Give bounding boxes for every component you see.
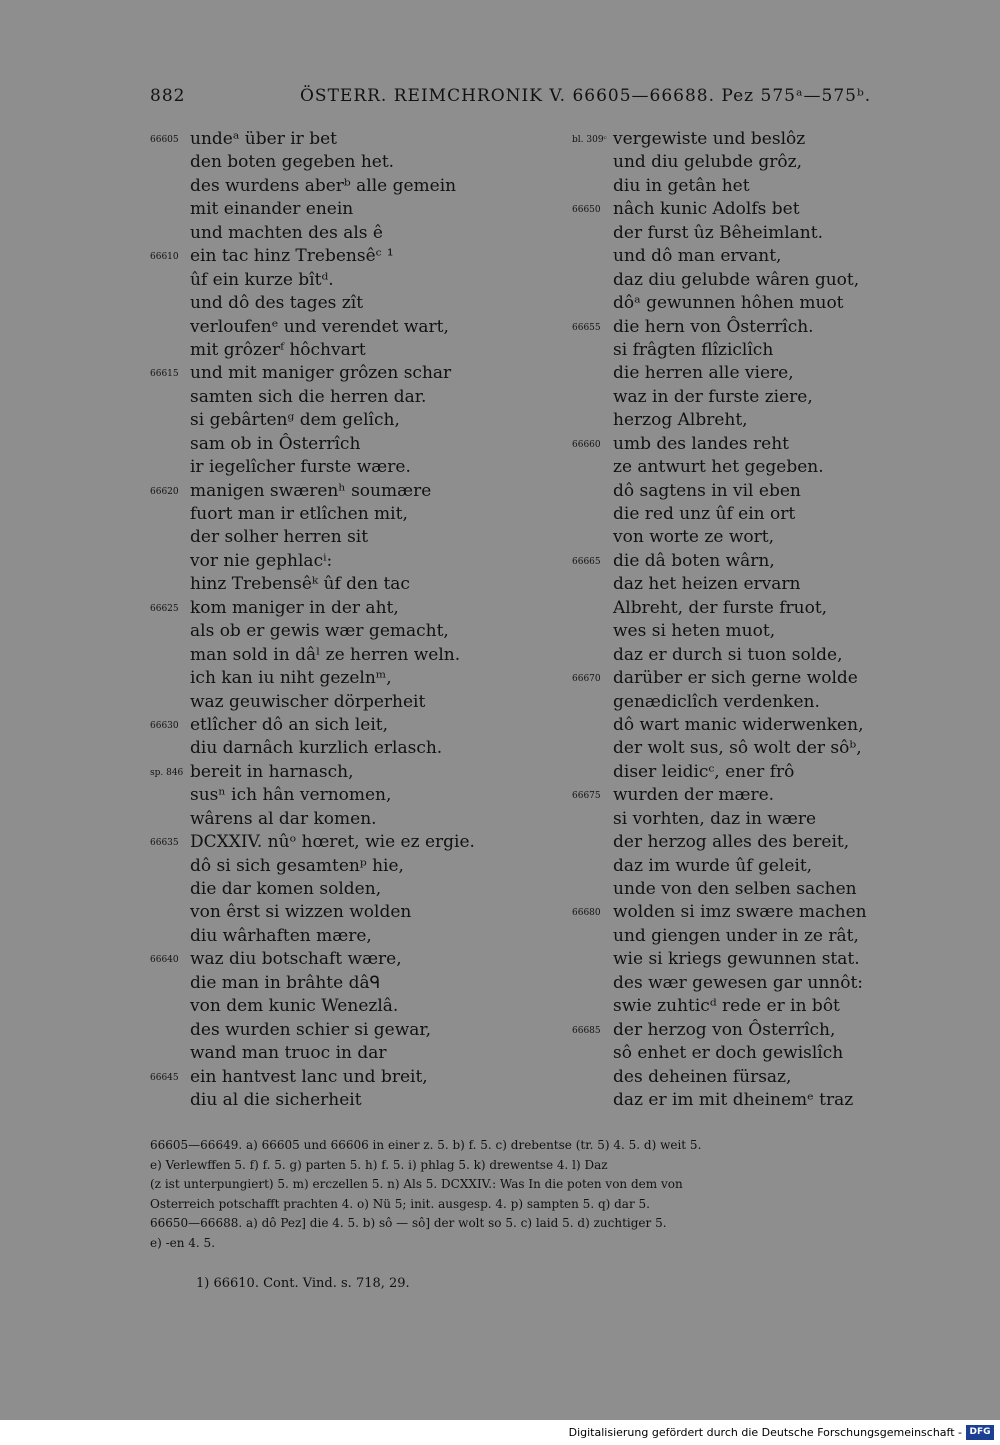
verse-text: und machten des als ê bbox=[190, 222, 383, 243]
verse-text: herzog Albreht, bbox=[613, 410, 748, 431]
verse-text: si gebârtenᵍ dem gelîch, bbox=[190, 410, 400, 431]
verse-line bbox=[150, 1089, 550, 1112]
verse-text: und giengen under in ze rât, bbox=[613, 925, 859, 946]
verse-text: daz diu gelubde wâren guot, bbox=[613, 269, 860, 290]
dfg-logo-icon[interactable]: DFG bbox=[966, 1425, 994, 1440]
verse-line bbox=[150, 878, 550, 901]
line-number: 66615 bbox=[150, 369, 179, 380]
verse-text: mit einander enein bbox=[190, 199, 354, 220]
verse-line bbox=[150, 667, 550, 690]
verse-line bbox=[150, 292, 550, 315]
verse-text: des wurden schier si gewar, bbox=[190, 1019, 432, 1040]
verse-text: den boten gegeben het. bbox=[190, 152, 395, 173]
verse-line bbox=[572, 245, 992, 268]
verse-line bbox=[572, 573, 992, 596]
line-number: 66635 bbox=[150, 838, 179, 849]
verse-line bbox=[150, 737, 550, 760]
verse-line bbox=[572, 597, 992, 620]
verse-text: des deheinen fürsaz, bbox=[613, 1066, 792, 1087]
verse-text: von worte ze wort, bbox=[613, 527, 774, 548]
verse-text: des wurdens aberᵇ alle gemein bbox=[190, 175, 457, 196]
verse-text: und diu gelubde grôz, bbox=[613, 152, 803, 173]
verse-line bbox=[572, 925, 992, 948]
verse-line bbox=[150, 339, 550, 362]
verse-text: diu darnâch kurzlich erlasch. bbox=[190, 738, 443, 759]
line-number: 66630 bbox=[150, 720, 179, 731]
line-number: 66655 bbox=[572, 322, 601, 333]
verse-line bbox=[150, 691, 550, 714]
verse-text: Albreht, der furste fruot, bbox=[613, 597, 828, 618]
verse-text: DCXXIV. nûᵒ hœret, wie ez ergie. bbox=[190, 832, 475, 853]
verse-text: si frâgten flîziclîch bbox=[613, 339, 774, 360]
line-number: 66670 bbox=[572, 674, 601, 685]
verse-line bbox=[572, 831, 992, 854]
verse-text: vergewiste und beslôz bbox=[613, 129, 806, 149]
verse-text: nâch kunic Adolfs bet bbox=[613, 199, 800, 220]
verse-line bbox=[150, 761, 550, 784]
verse-line bbox=[150, 901, 550, 924]
verse-line bbox=[572, 901, 992, 924]
verse-line bbox=[572, 691, 992, 714]
verse-text: etlîcher dô an sich leit, bbox=[190, 714, 389, 735]
line-number: 66660 bbox=[572, 439, 601, 450]
verse-line bbox=[572, 644, 992, 667]
verse-line bbox=[572, 550, 992, 573]
apparatus-line: 66650—66688. a) dô Pez] die 4. 5. b) sô — sô] der wolt so 5. c) laid 5. d) zuchtiger 5. bbox=[150, 1216, 667, 1231]
verse-text: wolden si imz swære machen bbox=[613, 902, 867, 923]
verse-line bbox=[572, 433, 992, 456]
verse-text: dô si sich gesamtenᵖ hie, bbox=[190, 855, 404, 876]
verse-text: susⁿ ich hân vernomen, bbox=[190, 785, 392, 806]
line-number: 66640 bbox=[150, 955, 179, 966]
verse-text: dô wart manic widerwenken, bbox=[613, 714, 864, 735]
verse-text: ir iegelîcher furste wære. bbox=[190, 457, 411, 478]
line-number: 66645 bbox=[150, 1072, 179, 1083]
verse-line bbox=[150, 573, 550, 596]
verse-text: man sold in dâˡ ze herren weln. bbox=[190, 644, 461, 665]
verse-line bbox=[572, 667, 992, 690]
verse-text: als ob er gewis wær gemacht, bbox=[190, 621, 449, 642]
verse-text: daz er durch si tuon solde, bbox=[613, 644, 843, 665]
verse-text: der herzog alles des bereit, bbox=[613, 832, 850, 853]
verse-text: des wær gewesen gar unnôt: bbox=[613, 972, 864, 993]
verse-text: samten sich die herren dar. bbox=[190, 386, 427, 407]
left-verse-column bbox=[150, 128, 550, 1112]
verse-text: fuort man ir etlîchen mit, bbox=[190, 504, 408, 524]
verse-line bbox=[150, 316, 550, 339]
verse-line bbox=[150, 550, 550, 573]
verse-text: undeᵃ über ir bet bbox=[190, 129, 337, 149]
line-number: 66620 bbox=[150, 486, 179, 497]
verse-line bbox=[150, 1042, 550, 1065]
running-title: ÖSTERR. REIMCHRONIK V. 66605—66688. Pez 575ᵃ—575ᵇ. bbox=[300, 86, 872, 106]
verse-line bbox=[150, 362, 550, 385]
verse-text: und mit maniger grôzen schar bbox=[190, 363, 452, 384]
verse-text: wes si heten muot, bbox=[613, 621, 776, 642]
verse-text: die herren alle viere, bbox=[613, 363, 794, 384]
verse-text: vor nie gephlacⁱ: bbox=[190, 550, 333, 571]
verse-text: diu in getân het bbox=[613, 175, 750, 196]
verse-line bbox=[572, 1042, 992, 1065]
verse-text: diu al die sicherheit bbox=[190, 1089, 362, 1110]
verse-line bbox=[572, 222, 992, 245]
verse-line bbox=[150, 831, 550, 854]
verse-line bbox=[572, 620, 992, 643]
verse-line bbox=[572, 339, 992, 362]
verse-text: die dâ boten wârn, bbox=[613, 550, 775, 571]
verse-text: kom maniger in der aht, bbox=[190, 597, 399, 618]
line-number: 66610 bbox=[150, 252, 179, 263]
footnote: 1) 66610. Cont. Vind. s. 718, 29. bbox=[196, 1276, 410, 1291]
verse-line bbox=[572, 316, 992, 339]
verse-line bbox=[150, 433, 550, 456]
verse-text: die man in brâhte dâᑫ bbox=[190, 972, 381, 993]
verse-line bbox=[150, 808, 550, 831]
line-number: bl. 309ᶜ bbox=[572, 135, 607, 145]
verse-line bbox=[572, 386, 992, 409]
apparatus-line: (z ist unterpungiert) 5. m) erczellen 5. n) Als 5. DCXXIV.: Was In die poten von dem von bbox=[150, 1177, 683, 1192]
verse-text: dôᵃ gewunnen hôhen muot bbox=[613, 293, 844, 314]
verse-line bbox=[150, 245, 550, 268]
verse-line bbox=[150, 597, 550, 620]
apparatus-line: Osterreich potschafft prachten 4. o) Nü 5; init. ausgesp. 4. p) sampten 5. q) dar 5. bbox=[150, 1196, 650, 1211]
verse-text: hinz Trebensêᵏ ûf den tac bbox=[190, 574, 410, 595]
verse-line bbox=[150, 925, 550, 948]
verse-line bbox=[572, 269, 992, 292]
verse-text: wârens al dar komen. bbox=[190, 808, 377, 829]
verse-line bbox=[150, 1019, 550, 1042]
verse-text: ich kan iu niht gezelnᵐ, bbox=[190, 668, 392, 689]
line-number: 66605 bbox=[150, 135, 179, 145]
right-verse-column bbox=[572, 128, 992, 1112]
funding-bar bbox=[0, 1420, 1000, 1445]
verse-line bbox=[150, 855, 550, 878]
verse-text: ein hantvest lanc und breit, bbox=[190, 1066, 428, 1087]
verse-text: der wolt sus, sô wolt der sôᵇ, bbox=[613, 738, 862, 759]
verse-line bbox=[572, 526, 992, 549]
verse-text: bereit in harnasch, bbox=[190, 761, 354, 782]
verse-text: und dô des tages zît bbox=[190, 293, 364, 314]
verse-text: die red unz ûf ein ort bbox=[613, 504, 796, 524]
page-header bbox=[0, 86, 1000, 110]
verse-text: von dem kunic Wenezlâ. bbox=[190, 996, 399, 1017]
verse-line bbox=[150, 198, 550, 221]
verse-line bbox=[572, 456, 992, 479]
verse-line bbox=[572, 362, 992, 385]
verse-text: ûf ein kurze bîtᵈ. bbox=[190, 269, 334, 290]
line-number: 66675 bbox=[572, 791, 601, 802]
verse-line bbox=[572, 714, 992, 737]
line-number: 66650 bbox=[572, 205, 601, 216]
funding-text: Digitalisierung gefördert durch die Deutsche Forschungsgemeinschaft - bbox=[568, 1426, 962, 1439]
verse-line bbox=[572, 737, 992, 760]
verse-line bbox=[572, 151, 992, 174]
verse-line bbox=[150, 948, 550, 971]
verse-line bbox=[150, 128, 550, 151]
verse-text: diser leidicᶜ, ener frô bbox=[613, 761, 795, 782]
verse-text: sam ob in Ôsterrîch bbox=[190, 433, 361, 454]
line-number: 66680 bbox=[572, 908, 601, 919]
verse-text: swie zuhticᵈ rede er in bôt bbox=[613, 996, 840, 1017]
verse-line bbox=[150, 409, 550, 432]
verse-line bbox=[150, 644, 550, 667]
verse-text: der solher herren sit bbox=[190, 527, 369, 548]
verse-line bbox=[572, 409, 992, 432]
apparatus-line: e) -en 4. 5. bbox=[150, 1235, 216, 1250]
verse-line bbox=[150, 269, 550, 292]
line-number: sp. 846 bbox=[150, 767, 184, 778]
verse-line bbox=[572, 198, 992, 221]
verse-text: waz in der furste ziere, bbox=[613, 386, 813, 407]
verse-line bbox=[572, 503, 992, 526]
verse-line bbox=[572, 995, 992, 1018]
verse-text: daz het heizen ervarn bbox=[613, 574, 801, 595]
verse-line bbox=[572, 175, 992, 198]
line-number: 66665 bbox=[572, 556, 601, 567]
verse-text: daz er im mit dheinemᵉ traz bbox=[613, 1089, 854, 1110]
verse-line bbox=[572, 784, 992, 807]
verse-line bbox=[150, 480, 550, 503]
verse-line bbox=[572, 972, 992, 995]
verse-line bbox=[150, 972, 550, 995]
verse-text: manigen swærenʰ soumære bbox=[190, 480, 432, 501]
verse-line bbox=[150, 526, 550, 549]
verse-line bbox=[572, 1066, 992, 1089]
verse-line bbox=[150, 784, 550, 807]
page-number: 882 bbox=[150, 86, 186, 106]
verse-text: wand man truoc in dar bbox=[190, 1043, 387, 1064]
verse-line bbox=[572, 128, 992, 151]
verse-text: diu wârhaften mære, bbox=[190, 925, 372, 946]
verse-line bbox=[572, 1019, 992, 1042]
verse-line bbox=[150, 175, 550, 198]
verse-line bbox=[572, 878, 992, 901]
verse-text: wurden der mære. bbox=[613, 785, 775, 806]
verse-line bbox=[150, 151, 550, 174]
verse-text: die dar komen solden, bbox=[190, 879, 382, 899]
verse-line bbox=[572, 761, 992, 784]
verse-text: wie si kriegs gewunnen stat. bbox=[613, 949, 860, 970]
verse-line bbox=[572, 855, 992, 878]
verse-line bbox=[572, 480, 992, 503]
verse-text: unde von den selben sachen bbox=[613, 879, 857, 899]
verse-text: ein tac hinz Trebensêᶜ ¹ bbox=[190, 246, 394, 267]
verse-text: von êrst si wizzen wolden bbox=[190, 902, 412, 923]
verse-text: die hern von Ôsterrîch. bbox=[613, 316, 814, 337]
verse-line bbox=[150, 714, 550, 737]
verse-text: genædiclîch verdenken. bbox=[613, 691, 820, 712]
verse-line bbox=[572, 292, 992, 315]
verse-text: dô sagtens in vil eben bbox=[613, 480, 801, 501]
critical-apparatus bbox=[150, 1136, 980, 1254]
verse-text: verloufenᵉ und verendet wart, bbox=[190, 316, 449, 337]
verse-text: waz geuwischer dörperheit bbox=[190, 691, 426, 712]
verse-text: ze antwurt het gegeben. bbox=[613, 457, 824, 478]
verse-text: und dô man ervant, bbox=[613, 246, 782, 267]
apparatus-line: e) Verlewffen 5. f) f. 5. g) parten 5. h) f. 5. i) phlag 5. k) drewentse 4. l) Daz bbox=[150, 1157, 608, 1172]
verse-text: umb des landes reht bbox=[613, 433, 789, 454]
verse-line bbox=[572, 1089, 992, 1112]
verse-text: der furst ûz Bêheimlant. bbox=[613, 222, 823, 243]
verse-line bbox=[572, 948, 992, 971]
apparatus-line: 66605—66649. a) 66605 und 66606 in einer z. 5. b) f. 5. c) drebentse (tr. 5) 4. 5. d) weit 5. bbox=[150, 1138, 702, 1152]
verse-line bbox=[150, 222, 550, 245]
verse-text: daz im wurde ûf geleit, bbox=[613, 855, 813, 876]
verse-line bbox=[150, 456, 550, 479]
line-number: 66685 bbox=[572, 1025, 601, 1036]
verse-line bbox=[150, 503, 550, 526]
verse-line bbox=[150, 620, 550, 643]
verse-line bbox=[150, 1066, 550, 1089]
verse-text: mit grôzerᶠ hôchvart bbox=[190, 339, 366, 360]
verse-line bbox=[150, 386, 550, 409]
verse-text: sô enhet er doch gewislîch bbox=[613, 1043, 844, 1064]
verse-line bbox=[150, 995, 550, 1018]
verse-text: der herzog von Ôsterrîch, bbox=[613, 1019, 836, 1040]
verse-text: si vorhten, daz in wære bbox=[613, 808, 817, 829]
verse-line bbox=[572, 808, 992, 831]
line-number: 66625 bbox=[150, 603, 179, 614]
verse-text: darüber er sich gerne wolde bbox=[613, 668, 858, 689]
verse-text: waz diu botschaft wære, bbox=[190, 949, 402, 970]
